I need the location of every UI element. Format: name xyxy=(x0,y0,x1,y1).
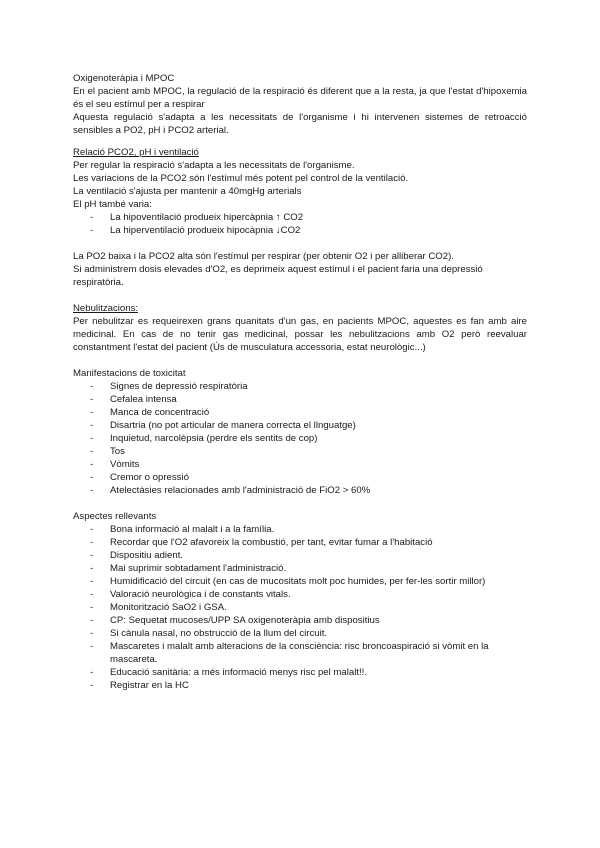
paragraph: Per nebulitzar es requeirexen grans quanitats d'un gas, en pacients MPOC, aquestes es fan amb aire medicinal. En cas de no tenir gas medicinal, possar les nebulitzacions amb O2 però reevaluar constantment l'estat del pacient (Ús de musculatura accessoria, estat neurològic...) xyxy=(73,316,527,353)
list-item: - Atelectàsies relacionades amb l'administració de FiO2 > 60% xyxy=(73,484,527,497)
list-item: - Vòmits xyxy=(73,458,527,471)
section-title-aspectes: Aspectes rellevants xyxy=(73,511,157,522)
list-item: - Humidificació del circuit (en cas de mucositats molt poc humides, per fer-les sortir millor) xyxy=(73,575,527,588)
list-item: - Signes de depressió respiratòria xyxy=(73,380,527,393)
paragraph-line: Per regular la respiració s'adapta a les necessitats de l'organisme. xyxy=(73,160,355,171)
list-item: - Cremor o opressió xyxy=(73,471,527,484)
paragraph-line: Les variacions de la PCO2 són l'estímul més potent pel control de la ventilació. xyxy=(73,173,409,184)
paragraph-line: La PO2 baixa i la PCO2 alta són l'estímul per respirar (per obtenir O2 i per alliberar CO2). xyxy=(73,251,454,262)
section-title-nebulitzacions: Nebulitzacions: xyxy=(73,303,139,314)
list-item: - Mascaretes i malalt amb alteracions de la consciència: risc broncoaspiració si vòmit en la mascareta. xyxy=(73,640,527,666)
list-item: - Cefalea intensa xyxy=(73,393,527,406)
aspectes-list xyxy=(73,523,527,692)
document-content xyxy=(73,72,527,692)
list-item: - Monitorització SaO2 i GSA. xyxy=(73,601,527,614)
list-item: - Bona informació al malalt i a la família. xyxy=(73,523,527,536)
toxicitat-list xyxy=(73,380,527,497)
paragraph-line: El pH també varia: xyxy=(73,199,152,210)
section-title-toxicitat: Manifestacions de toxicitat xyxy=(73,368,186,379)
list-item: - Si cànula nasal, no obstrucció de la llum del circuit. xyxy=(73,627,527,640)
list-item: - Disartria (no pot articular de manera correcta el llnguatge) xyxy=(73,419,527,432)
paragraph-line: Aquesta regulació s'adapta a les necessitats de l'organisme i hi intervenen sistemes de retroacció sensibles a PO2, pH i PCO2 arterial. xyxy=(73,112,527,136)
section-title-relacio: Relació PCO2, pH i ventilació xyxy=(73,147,199,158)
ph-list xyxy=(73,211,527,237)
list-item: - Educació sanitària: a més informació menys risc pel malalt!!. xyxy=(73,666,527,679)
list-item: - Valoració neurològica i de constants vitals. xyxy=(73,588,527,601)
list-item: - La hipoventilació produeix hipercàpnia ↑ CO2 xyxy=(73,211,527,224)
list-item: - Manca de concentració xyxy=(73,406,527,419)
paragraph-line: La ventilació s'ajusta per mantenir a 40mgHg arterials xyxy=(73,186,302,197)
paragraph-line: En el pacient amb MPOC, la regulació de la respiració és diferent que a la resta, ja que l'estat d'hipoxemia és el seu estímul per a respirar xyxy=(73,86,527,110)
section-title-oxigenoterapia: Oxigenoteràpia i MPOC xyxy=(73,73,175,84)
list-item: - Mai suprimir sobtadament l'administració. xyxy=(73,562,527,575)
list-item: - CP: Sequetat mucoses/UPP SA oxigenoteràpia amb dispositius xyxy=(73,614,527,627)
list-item: - Registrar en la HC xyxy=(73,679,527,692)
list-item: - Dispositiu adient. xyxy=(73,549,527,562)
list-item: - La hiperventilació produeix hipocàpnia ↓CO2 xyxy=(73,224,527,237)
paragraph-line: Si administrem dosis elevades d'O2, es deprimeix aquest estímul i el pacient faria una depressió respiratòria. xyxy=(73,264,483,288)
list-item: - Tos xyxy=(73,445,527,458)
list-item: - Recordar que l'O2 afavoreix la combustió, per tant, evitar fumar a l'habitació xyxy=(73,536,527,549)
list-item: - Inquietud, narcolèpsia (perdre els sentits de cop) xyxy=(73,432,527,445)
